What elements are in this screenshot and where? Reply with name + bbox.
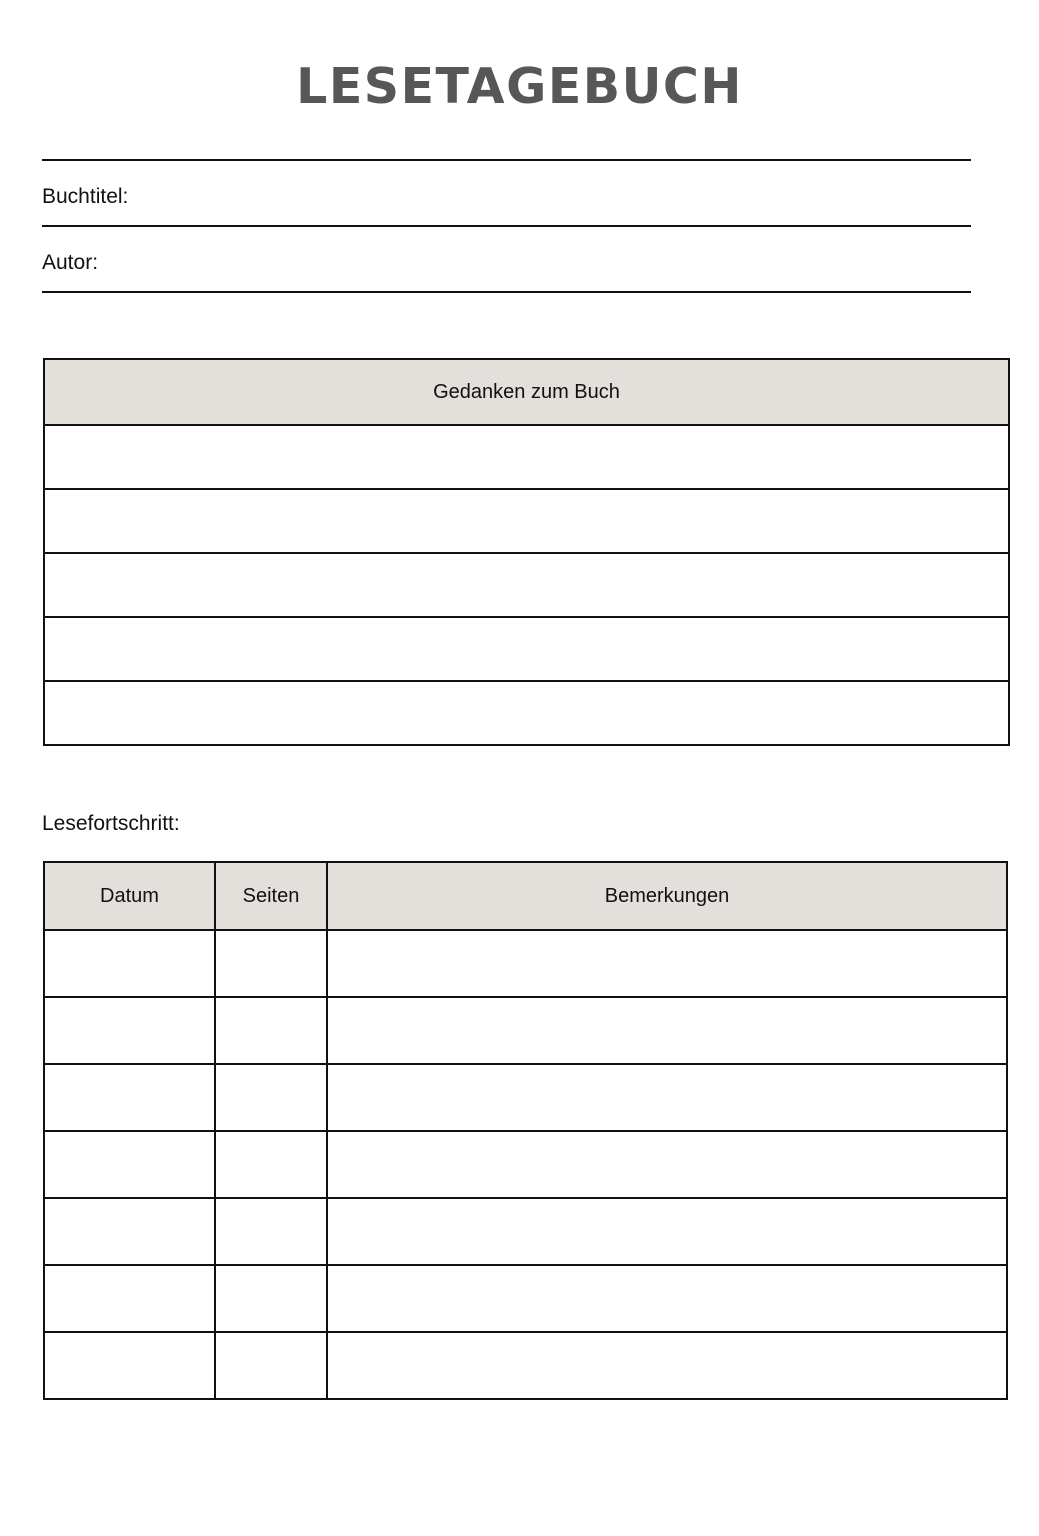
cell-seiten[interactable]: [215, 1265, 327, 1332]
table-row: [44, 553, 1009, 617]
cell-seiten[interactable]: [215, 1131, 327, 1198]
cell-datum[interactable]: [44, 930, 215, 997]
table-row: [44, 1332, 1007, 1399]
cell-datum[interactable]: [44, 1332, 215, 1399]
cell-bemerkungen[interactable]: [327, 1131, 1007, 1198]
cell-bemerkungen[interactable]: [327, 1064, 1007, 1131]
thoughts-cell[interactable]: [44, 425, 1009, 489]
cell-datum[interactable]: [44, 997, 215, 1064]
section-label-lesefortschritt: Lesefortschritt:: [42, 812, 180, 835]
cell-datum[interactable]: [44, 1064, 215, 1131]
cell-datum[interactable]: [44, 1131, 215, 1198]
cell-bemerkungen[interactable]: [327, 1265, 1007, 1332]
thoughts-table-header: Gedanken zum Buch: [44, 359, 1009, 425]
rule-below-autor: [42, 291, 971, 293]
table-header-row: [44, 359, 1009, 425]
table-row: [44, 489, 1009, 553]
cell-datum[interactable]: [44, 1198, 215, 1265]
progress-table: [43, 861, 1008, 1400]
cell-datum[interactable]: [44, 1265, 215, 1332]
cell-bemerkungen[interactable]: [327, 1332, 1007, 1399]
table-row: [44, 997, 1007, 1064]
cell-seiten[interactable]: [215, 1332, 327, 1399]
rule-above-buchtitel: [42, 159, 971, 161]
cell-bemerkungen[interactable]: [327, 1198, 1007, 1265]
cell-seiten[interactable]: [215, 1198, 327, 1265]
cell-bemerkungen[interactable]: [327, 997, 1007, 1064]
thoughts-cell[interactable]: [44, 553, 1009, 617]
table-row: [44, 425, 1009, 489]
cell-seiten[interactable]: [215, 1064, 327, 1131]
table-row: [44, 1064, 1007, 1131]
thoughts-cell[interactable]: [44, 617, 1009, 681]
table-row: [44, 1131, 1007, 1198]
cell-bemerkungen[interactable]: [327, 930, 1007, 997]
table-row: [44, 617, 1009, 681]
field-label-autor: Autor:: [42, 251, 99, 274]
field-label-buchtitel: Buchtitel:: [42, 185, 129, 208]
table-row: [44, 930, 1007, 997]
column-header-datum: Datum: [44, 862, 215, 930]
column-header-bemerkungen: Bemerkungen: [327, 862, 1007, 930]
table-row: [44, 1198, 1007, 1265]
column-header-seiten: Seiten: [215, 862, 327, 930]
thoughts-cell[interactable]: [44, 681, 1009, 745]
table-row: [44, 681, 1009, 745]
thoughts-cell[interactable]: [44, 489, 1009, 553]
cell-seiten[interactable]: [215, 997, 327, 1064]
page-title: LESETAGEBUCH: [296, 58, 743, 115]
rule-below-buchtitel: [42, 225, 971, 227]
cell-seiten[interactable]: [215, 930, 327, 997]
table-header-row: [44, 862, 1007, 930]
table-row: [44, 1265, 1007, 1332]
thoughts-table: [43, 358, 1010, 746]
